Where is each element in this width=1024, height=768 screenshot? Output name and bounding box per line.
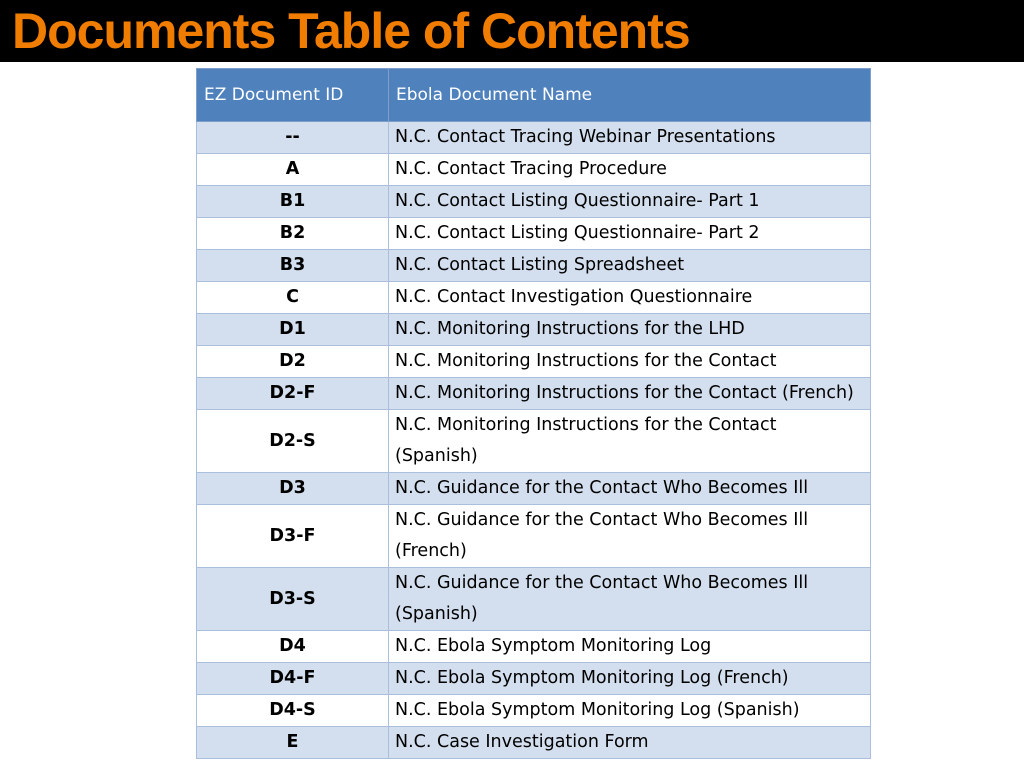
document-id-cell: E [197,727,389,759]
table-row [197,186,871,218]
document-name-cell: N.C. Ebola Symptom Monitoring Log [389,631,871,663]
document-id-cell: D3-F [197,505,389,568]
table-row [197,727,871,759]
document-name-cell: N.C. Monitoring Instructions for the Contact (Spanish) [389,410,871,473]
document-name-cell: N.C. Contact Tracing Procedure [389,154,871,186]
document-name-cell: N.C. Monitoring Instructions for the LHD [389,314,871,346]
document-id-cell: D3-S [197,568,389,631]
table-row [197,282,871,314]
document-name-cell: N.C. Case Investigation Form [389,727,871,759]
document-name-cell: N.C. Guidance for the Contact Who Becomes Ill [389,473,871,505]
table-row [197,154,871,186]
document-id-cell: D2-F [197,378,389,410]
document-id-cell: -- [197,122,389,154]
header-ebola-document-name: Ebola Document Name [389,69,871,122]
table-header-row [197,69,871,122]
document-id-cell: B2 [197,218,389,250]
document-id-cell: D4 [197,631,389,663]
documents-table [196,68,871,759]
document-id-cell: D2-S [197,410,389,473]
document-name-cell: N.C. Guidance for the Contact Who Becomes Ill (Spanish) [389,568,871,631]
document-name-cell: N.C. Contact Listing Questionnaire- Part 2 [389,218,871,250]
header-ez-document-id: EZ Document ID [197,69,389,122]
table-row [197,631,871,663]
document-id-cell: B1 [197,186,389,218]
table-row [197,473,871,505]
document-id-cell: D3 [197,473,389,505]
document-id-cell: B3 [197,250,389,282]
document-id-cell: D1 [197,314,389,346]
table-row [197,378,871,410]
document-name-cell: N.C. Ebola Symptom Monitoring Log (French) [389,663,871,695]
table-row [197,314,871,346]
page-title: Documents Table of Contents [12,3,690,59]
table-row [197,695,871,727]
table-row [197,122,871,154]
document-name-cell: N.C. Monitoring Instructions for the Contact [389,346,871,378]
table-row [197,505,871,568]
table-body [197,122,871,759]
document-name-cell: N.C. Contact Investigation Questionnaire [389,282,871,314]
table-row [197,410,871,473]
table-row [197,663,871,695]
document-name-cell: N.C. Contact Listing Questionnaire- Part 1 [389,186,871,218]
document-name-cell: N.C. Guidance for the Contact Who Becomes Ill (French) [389,505,871,568]
title-bar [0,0,1024,62]
document-name-cell: N.C. Monitoring Instructions for the Contact (French) [389,378,871,410]
document-id-cell: A [197,154,389,186]
table-row [197,218,871,250]
document-id-cell: C [197,282,389,314]
table-row [197,346,871,378]
document-name-cell: N.C. Contact Listing Spreadsheet [389,250,871,282]
table-row [197,568,871,631]
document-name-cell: N.C. Ebola Symptom Monitoring Log (Spanish) [389,695,871,727]
document-name-cell: N.C. Contact Tracing Webinar Presentations [389,122,871,154]
document-id-cell: D4-F [197,663,389,695]
table-row [197,250,871,282]
document-id-cell: D2 [197,346,389,378]
document-id-cell: D4-S [197,695,389,727]
